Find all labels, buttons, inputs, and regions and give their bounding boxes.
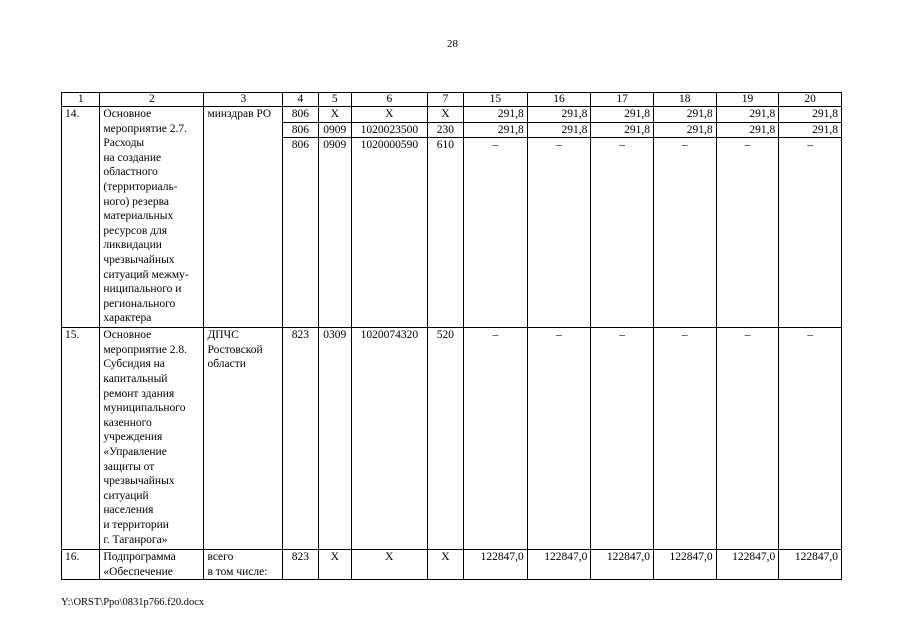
measure-name-line: на создание (103, 151, 162, 164)
executor (204, 550, 283, 580)
year-value-15: – (464, 328, 528, 550)
column-header-3: 3 (204, 93, 283, 107)
column-header-19: 19 (716, 93, 779, 107)
year-value-18: 291,8 (653, 122, 716, 138)
year-value-16: 291,8 (527, 122, 591, 138)
measure-name-line: чрезвычайных (103, 253, 175, 266)
expense-type-code: 610 (427, 138, 463, 328)
year-value-17: 291,8 (591, 107, 654, 123)
grbs-code: 806 (283, 122, 318, 138)
column-header-17: 17 (591, 93, 654, 107)
expense-type-code: Х (427, 107, 463, 123)
year-value-15: 122847,0 (464, 550, 528, 580)
table-row (62, 550, 842, 580)
row-number: 16. (62, 550, 100, 580)
year-value-20: 291,8 (779, 122, 842, 138)
measure-name-line: Расходы (103, 137, 145, 150)
year-value-18: – (653, 328, 716, 550)
measure-name-line: капитальный (103, 372, 168, 385)
section-code: Х (318, 107, 351, 123)
year-value-17: – (591, 328, 654, 550)
measure-name-line: чрезвычайных (103, 475, 175, 488)
measure-name-line: мероприятие 2.7. (103, 122, 188, 135)
measure-name-line: ниципального и (103, 283, 182, 296)
measure-name (100, 550, 204, 580)
year-value-18: 122847,0 (653, 550, 716, 580)
year-value-20: – (779, 328, 842, 550)
year-value-16: – (527, 138, 591, 328)
measure-name-line: «Управление (103, 445, 167, 458)
expense-type-code: 520 (427, 328, 463, 550)
measure-name-line: материальных (103, 210, 174, 223)
year-value-19: 291,8 (716, 122, 779, 138)
measure-name-line: Основное (103, 108, 152, 120)
measure-name-line: ресурсов для (103, 224, 168, 237)
measure-name-line: Основное (103, 329, 152, 342)
column-header-20: 20 (779, 93, 842, 107)
measure-name-line: ликвидации (103, 239, 162, 252)
row-number: 14. (62, 107, 100, 328)
year-value-19: – (716, 328, 779, 550)
measure-name-line: областного (103, 166, 158, 179)
target-item-code: 1020023500 (351, 122, 427, 138)
year-value-15: 291,8 (464, 107, 528, 123)
column-header-2: 2 (100, 93, 204, 107)
file-path-footer: Y:\ORST\Ppo\0831p766.f20.docx (61, 597, 205, 608)
executor (204, 107, 283, 328)
year-value-20: 122847,0 (779, 550, 842, 580)
page-number: 28 (447, 38, 458, 50)
expense-type-code: 230 (427, 122, 463, 138)
column-header-16: 16 (527, 93, 591, 107)
grbs-code: 806 (283, 138, 318, 328)
executor-line: ДПЧС (207, 329, 239, 342)
measure-name-line: мероприятие 2.8. (103, 343, 188, 356)
target-item-code: 1020000590 (351, 138, 427, 328)
year-value-16: 122847,0 (527, 550, 591, 580)
expense-type-code: Х (427, 550, 463, 580)
year-value-18: – (653, 138, 716, 328)
grbs-code: 823 (283, 328, 318, 550)
measure-name-line: казенного (103, 416, 152, 429)
section-code: 0909 (318, 122, 351, 138)
target-item-code: Х (351, 550, 427, 580)
measure-name-line: ремонт здания (103, 387, 175, 400)
measure-name-line: ситуаций (103, 489, 149, 502)
executor-line: минздрав РО (207, 108, 272, 120)
target-item-code: Х (351, 107, 427, 123)
year-value-17: 122847,0 (591, 550, 654, 580)
measure-name-line: учреждения (103, 431, 163, 444)
year-value-16: 291,8 (527, 107, 591, 123)
executor-line: всего (207, 551, 234, 564)
executor-line: в том числе: (207, 565, 268, 578)
section-code: 0309 (318, 328, 351, 550)
measure-name-line: и территории (103, 518, 169, 531)
executor (204, 328, 283, 550)
grbs-code: 806 (283, 107, 318, 123)
measure-name (100, 107, 204, 328)
year-value-16: – (527, 328, 591, 550)
section-code: 0909 (318, 138, 351, 328)
column-header-5: 5 (318, 93, 351, 107)
grbs-code: 823 (283, 550, 318, 580)
column-header-18: 18 (653, 93, 716, 107)
year-value-19: – (716, 138, 779, 328)
measure-name-line: населения (103, 504, 154, 517)
table-row (62, 107, 842, 123)
measure-name-line: регионального (103, 297, 176, 310)
header-row (62, 93, 842, 107)
measure-name-line: «Обеспечение (103, 565, 173, 578)
column-header-4: 4 (283, 93, 318, 107)
measure-name (100, 328, 204, 550)
column-header-7: 7 (427, 93, 463, 107)
measure-name-line: ного) резерва (103, 195, 169, 208)
executor-line: Ростовской (207, 343, 263, 356)
measure-name-line: муниципального (103, 402, 186, 415)
executor-line: области (207, 358, 246, 371)
measure-name-line: г. Таганрога» (103, 533, 168, 546)
section-code: Х (318, 550, 351, 580)
measure-name-line: (территориаль- (103, 180, 178, 193)
year-value-17: 291,8 (591, 122, 654, 138)
year-value-20: – (779, 138, 842, 328)
target-item-code: 1020074320 (351, 328, 427, 550)
year-value-20: 291,8 (779, 107, 842, 123)
year-value-15: – (464, 138, 528, 328)
column-header-15: 15 (464, 93, 528, 107)
measure-name-line: Субсидия на (103, 358, 165, 371)
column-header-1: 1 (62, 93, 100, 107)
year-value-15: 291,8 (464, 122, 528, 138)
measure-name-line: защиты от (103, 460, 155, 473)
measure-name-line: ситуаций межму- (103, 268, 189, 281)
row-number: 15. (62, 328, 100, 550)
year-value-19: 291,8 (716, 107, 779, 123)
year-value-18: 291,8 (653, 107, 716, 123)
column-header-6: 6 (351, 93, 427, 107)
budget-table (61, 92, 842, 580)
table-row (62, 328, 842, 550)
year-value-17: – (591, 138, 654, 328)
measure-name-line: характера (103, 312, 152, 325)
measure-name-line: Подпрограмма (103, 551, 176, 564)
year-value-19: 122847,0 (716, 550, 779, 580)
